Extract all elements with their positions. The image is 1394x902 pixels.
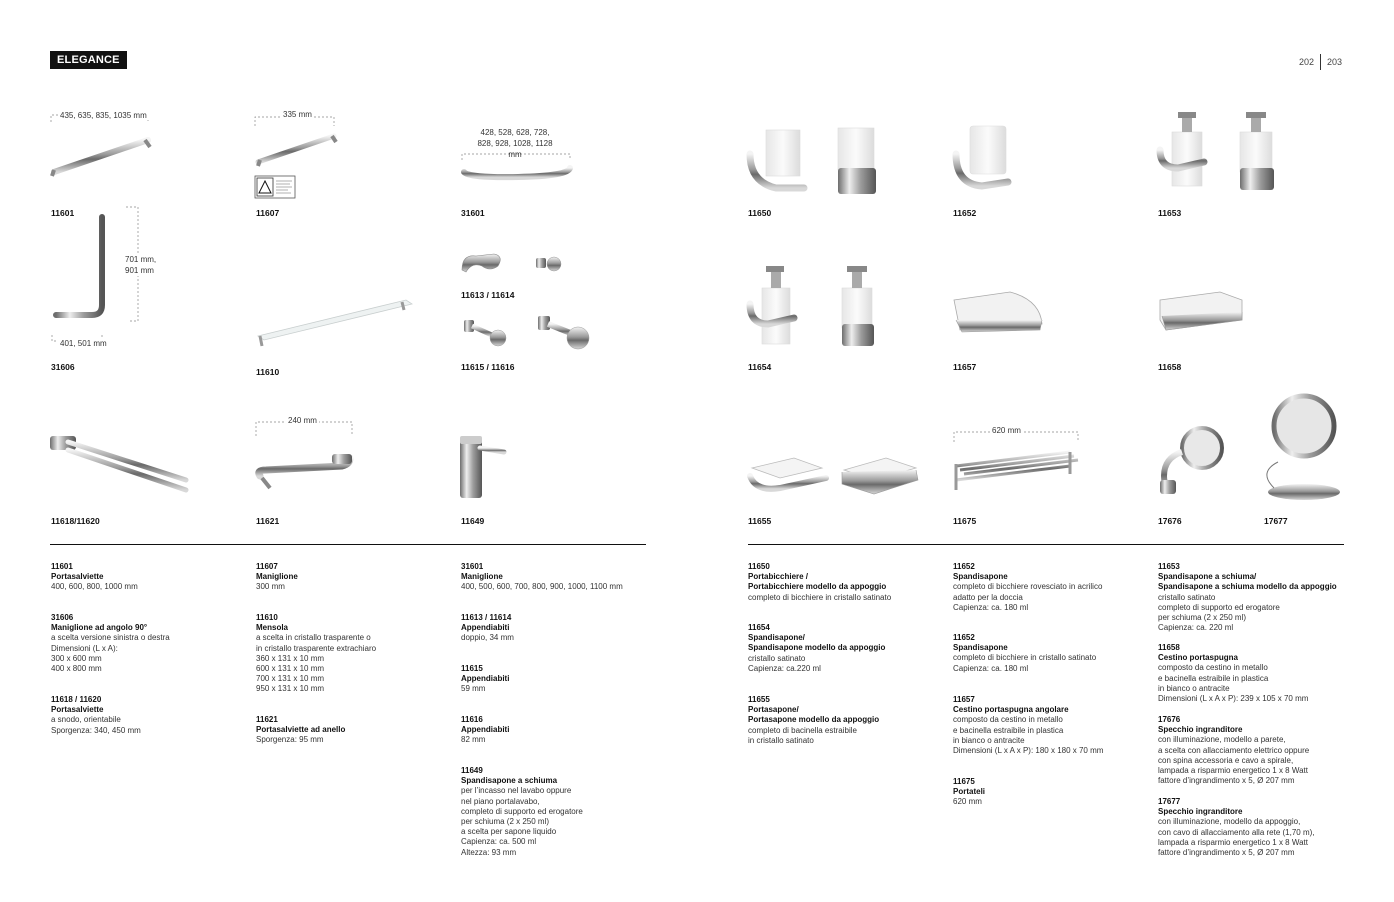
entry-11657: 11657 Cestino portaspugna angolare composto da cestino in metallo e bacinella estraibile in plastica in bianco o antracite Dimensioni (L x A x P): 180 x 180 x 70 mm xyxy=(953,695,1104,756)
sponge-basket-11658-image xyxy=(1156,290,1246,340)
product-code-11675: 11675 xyxy=(953,516,977,526)
entry-11650: 11650 Portabicchiere / Portabicchiere modello da appoggio completo di bicchiere in cristallo satinato xyxy=(748,562,892,602)
entry-11653: 11653 Spandisapone a schiuma/ Spandisapone a schiuma modello da appoggio cristallo satinato completo di supporto ed erogatore per schiuma (2 x 250 ml) Capienza: ca. 220 ml xyxy=(1158,562,1337,633)
product-code-11615-11616: 11615 / 11616 xyxy=(461,362,515,372)
product-code-11621: 11621 xyxy=(256,516,280,526)
product-code-11654: 11654 xyxy=(748,362,772,372)
foam-dispenser-11653-image xyxy=(1156,110,1286,194)
product-code-11655: 11655 xyxy=(748,516,772,526)
soap-dispenser-11654-image xyxy=(746,264,886,354)
product-code-11652: 11652 xyxy=(953,208,977,218)
product-code-11610: 11610 xyxy=(256,367,280,377)
magnifying-mirrors-image xyxy=(1154,392,1344,504)
divider-right xyxy=(748,544,1344,545)
entry-11610: 11610 Mensola a scelta in cristallo trasparente o in cristallo trasparente extrachiaro 360 x 131 x 10 mm 600 x 131 x 10 mm 700 x 131 x 10 mm 950 x 131 x 10 mm xyxy=(256,613,377,694)
dimension-11601: 435, 635, 835, 1035 mm xyxy=(60,111,147,120)
page-numbers xyxy=(1299,54,1342,70)
dimension-11621: 240 mm xyxy=(288,416,317,425)
entry-11616: 11616 Appendiabiti 82 mm xyxy=(461,715,510,745)
corner-basket-11657-image xyxy=(950,290,1050,340)
dimension-31606-height: 701 mm, 901 mm xyxy=(125,255,157,275)
glass-shelf-11610-image xyxy=(254,292,414,352)
entry-11618-11620: 11618 / 11620 Portasalviette a snodo, orientabile Sporgenza: 340, 450 mm xyxy=(51,695,141,735)
towel-shelf-11675-image xyxy=(950,428,1090,498)
soap-dispenser-11652-image xyxy=(952,122,1022,198)
entry-11654: 11654 Spandisapone/ Spandisapone modello da appoggio cristallo satinato Capienza: ca.220 ml xyxy=(748,623,886,673)
dimension-31606-width: 401, 501 mm xyxy=(60,339,107,348)
product-code-17676: 17676 xyxy=(1158,516,1182,526)
product-code-11657: 11657 xyxy=(953,362,977,372)
product-code-17677: 17677 xyxy=(1264,516,1288,526)
dimension-11607: 335 mm xyxy=(283,110,312,119)
entry-11649: 11649 Spandisapone a schiuma per l’incasso nel lavabo oppure nel piano portalavabo, completo di supporto ed erogatore per schiuma (2 x 250 ml) a scelta per sapone liquido Capienza: ca. 500 ml Altezza: 93 mm xyxy=(461,766,583,857)
product-code-11601: 11601 xyxy=(51,208,75,218)
entry-11675: 11675 Portateli 620 mm xyxy=(953,777,986,807)
entry-11655: 11655 Portasapone/ Portasapone modello da appoggio completo di bacinella estraibile in cristallo satinato xyxy=(748,695,880,745)
dimension-11675: 620 mm xyxy=(992,426,1021,435)
foam-dispenser-11649-image xyxy=(456,434,516,500)
page-right-number: 203 xyxy=(1326,57,1342,67)
entry-17677: 17677 Specchio ingranditore con illuminazione, modello da appoggio, con cavo di allacciamento alla rete (1,70 m), lampada a risparmio energetico 1 x 8 Watt fattore d’ingrandimento x 5, Ø 207 mm xyxy=(1158,797,1315,858)
entry-17676: 17676 Specchio ingranditore con illuminazione, modello a parete, a scelta con allacciamento elettrico oppure con spina accessoria e cavo a spirale, lampada a risparmio energetico 1 x 8 Watt fattore d’ingrandimento x 5, Ø 207 mm xyxy=(1158,715,1310,786)
entry-11607: 11607 Maniglione 300 mm xyxy=(256,562,298,592)
towel-rail-11601-image xyxy=(48,110,158,180)
entry-31606: 31606 Maniglione ad angolo 90° a scelta versione sinistra o destra Dimensioni (L x A): 300 x 600 mm 400 x 800 mm xyxy=(51,613,170,674)
product-code-11607: 11607 xyxy=(256,208,280,218)
dimension-31601: 428, 528, 628, 728, 828, 928, 1028, 1128 mm xyxy=(477,128,553,159)
entry-11658: 11658 Cestino portaspugna composto da cestino in metallo e bacinella estraibile in plastica in bianco o antracite Dimensioni (L x A x P): 239 x 105 x 70 mm xyxy=(1158,643,1309,704)
page-left-number: 202 xyxy=(1298,57,1314,67)
product-code-11618-11620: 11618/11620 xyxy=(51,516,100,526)
page-divider xyxy=(1320,54,1321,70)
entry-11652-glass: 11652 Spandisapone completo di bicchiere in cristallo satinato Capienza: ca. 180 ml xyxy=(953,633,1097,673)
product-code-11613-11614: 11613 / 11614 xyxy=(461,290,515,300)
tumbler-holder-11650-image xyxy=(746,124,896,200)
product-code-11649: 11649 xyxy=(461,516,485,526)
product-code-11650: 11650 xyxy=(748,208,772,218)
product-code-11653: 11653 xyxy=(1158,208,1182,218)
entry-31601: 31601 Maniglione 400, 500, 600, 700, 800, 900, 1000, 1100 mm xyxy=(461,562,623,592)
swivel-towel-rail-11618-image xyxy=(48,430,198,500)
hooks-11613-image xyxy=(458,248,568,284)
divider-left xyxy=(50,544,646,545)
product-code-31606: 31606 xyxy=(51,362,75,372)
entry-11615: 11615 Appendiabiti 59 mm xyxy=(461,664,510,694)
hooks-11615-image xyxy=(460,312,600,354)
product-code-31601: 31601 xyxy=(461,208,485,218)
section-tag: ELEGANCE xyxy=(50,51,127,69)
entry-11652-shower: 11652 Spandisapone completo di bicchiere rovesciato in acrilico adatto per la doccia Capienza: ca. 180 ml xyxy=(953,562,1103,612)
entry-11613-11614: 11613 / 11614 Appendiabiti doppio, 34 mm xyxy=(461,613,514,643)
soap-dish-11655-image xyxy=(746,448,926,504)
entry-11621: 11621 Portasalviette ad anello Sporgenza: 95 mm xyxy=(256,715,346,745)
entry-11601: 11601 Portasalviette 400, 600, 800, 1000 mm xyxy=(51,562,138,592)
towel-ring-11621-image xyxy=(252,414,362,494)
corner-grab-bar-31606-image xyxy=(46,205,146,350)
product-code-11658: 11658 xyxy=(1158,362,1182,372)
grab-bar-11607-image xyxy=(252,112,342,202)
